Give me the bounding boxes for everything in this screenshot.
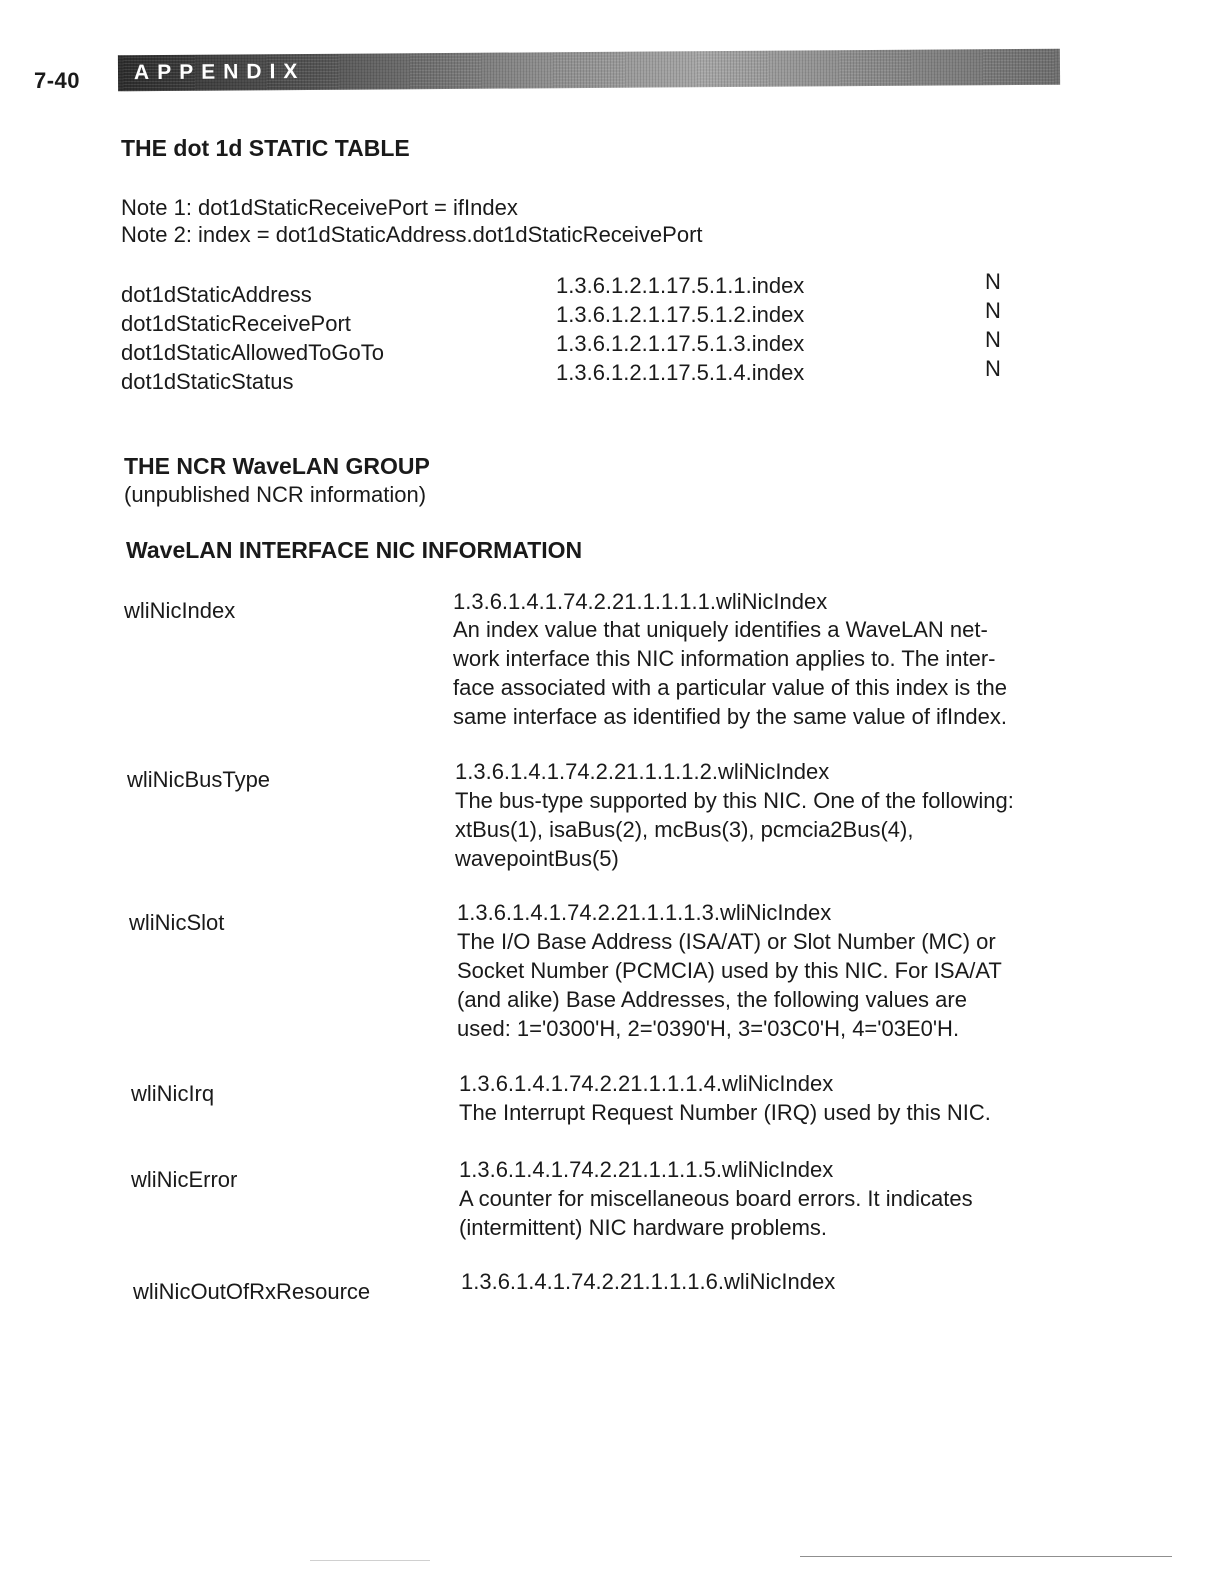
description-line: The Interrupt Request Number (IRQ) used by this NIC. (459, 1100, 991, 1125)
description-line: face associated with a particular value of this index is the (453, 675, 1007, 700)
static-row-flag: N (985, 327, 1001, 352)
static-row-oid: 1.3.6.1.2.1.17.5.1.1.index (556, 273, 805, 298)
description-line: An index value that uniquely identifies a WaveLAN net- (453, 617, 988, 642)
description-line: The I/O Base Address (ISA/AT) or Slot Number (MC) or (457, 929, 996, 954)
static-row-flag: N (985, 356, 1001, 381)
nic-entry-name: wliNicIrq (131, 1081, 215, 1106)
description-line: (and alike) Base Addresses, the following values are (457, 987, 967, 1012)
description-line: wavepointBus(5) (455, 846, 619, 871)
static-table-heading: THE dot 1d STATIC TABLE (121, 135, 410, 161)
static-row-flag: N (985, 298, 1001, 323)
description-line: Socket Number (PCMCIA) used by this NIC. For ISA/AT (457, 958, 1002, 983)
description-line: (intermittent) NIC hardware problems. (459, 1215, 828, 1240)
nic-entry-description (459, 1098, 1079, 1127)
static-row-name: dot1dStaticReceivePort (121, 311, 351, 336)
static-row-oid: 1.3.6.1.2.1.17.5.1.3.index (556, 331, 805, 356)
static-row-oid: 1.3.6.1.2.1.17.5.1.4.index (556, 360, 805, 385)
nic-entry-oid: 1.3.6.1.4.1.74.2.21.1.1.1.2.wliNicIndex (455, 759, 830, 784)
nic-entry-name: wliNicSlot (129, 910, 225, 935)
appendix-banner (118, 49, 1060, 92)
static-row-flag: N (985, 269, 1001, 294)
nic-entry-name: wliNicError (131, 1167, 238, 1192)
nic-entry-description (457, 927, 1077, 1043)
description-line: A counter for miscellaneous board errors. It indicates (459, 1186, 973, 1211)
scan-edge-line (800, 1556, 1172, 1557)
description-line: xtBus(1), isaBus(2), mcBus(3), pcmcia2Bus(4), (455, 817, 914, 842)
scan-edge-line (310, 1560, 430, 1561)
static-row-name: dot1dStaticStatus (121, 369, 294, 394)
nic-entry-name: wliNicOutOfRxResource (133, 1279, 371, 1304)
static-row-name: dot1dStaticAllowedToGoTo (121, 340, 384, 365)
static-row-oid: 1.3.6.1.2.1.17.5.1.2.index (556, 302, 805, 327)
nic-entry-name: wliNicBusType (127, 767, 271, 792)
page-number: 7-40 (34, 68, 81, 93)
note-1: Note 1: dot1dStaticReceivePort = ifIndex (121, 195, 518, 220)
description-line: The bus-type supported by this NIC. One of the following: (455, 788, 1014, 813)
nic-entry-description (455, 786, 1075, 873)
nic-entry-oid: 1.3.6.1.4.1.74.2.21.1.1.1.5.wliNicIndex (459, 1157, 834, 1182)
nic-entry-oid: 1.3.6.1.4.1.74.2.21.1.1.1.1.wliNicIndex (453, 589, 828, 614)
nic-info-heading: WaveLAN INTERFACE NIC INFORMATION (126, 537, 583, 563)
description-line: same interface as identified by the same value of ifIndex. (453, 704, 1007, 729)
nic-entry-oid: 1.3.6.1.4.1.74.2.21.1.1.1.6.wliNicIndex (461, 1269, 836, 1294)
description-line: work interface this NIC information applies to. The inter- (453, 646, 996, 671)
nic-entry-description (453, 615, 1073, 731)
description-line: used: 1='0300'H, 2='0390'H, 3='03C0'H, 4='03E0'H. (457, 1016, 960, 1041)
wavelan-group-subtitle: (unpublished NCR information) (124, 482, 427, 507)
nic-entry-name: wliNicIndex (124, 598, 236, 623)
wavelan-group-heading: THE NCR WaveLAN GROUP (124, 453, 430, 479)
nic-entry-oid: 1.3.6.1.4.1.74.2.21.1.1.1.3.wliNicIndex (457, 900, 832, 925)
note-2: Note 2: index = dot1dStaticAddress.dot1dStaticReceivePort (121, 222, 703, 247)
banner-label: APPENDIX (133, 59, 306, 85)
nic-entry-oid: 1.3.6.1.4.1.74.2.21.1.1.1.4.wliNicIndex (459, 1071, 834, 1096)
static-row-name: dot1dStaticAddress (121, 282, 312, 307)
nic-entry-description (459, 1184, 1079, 1242)
